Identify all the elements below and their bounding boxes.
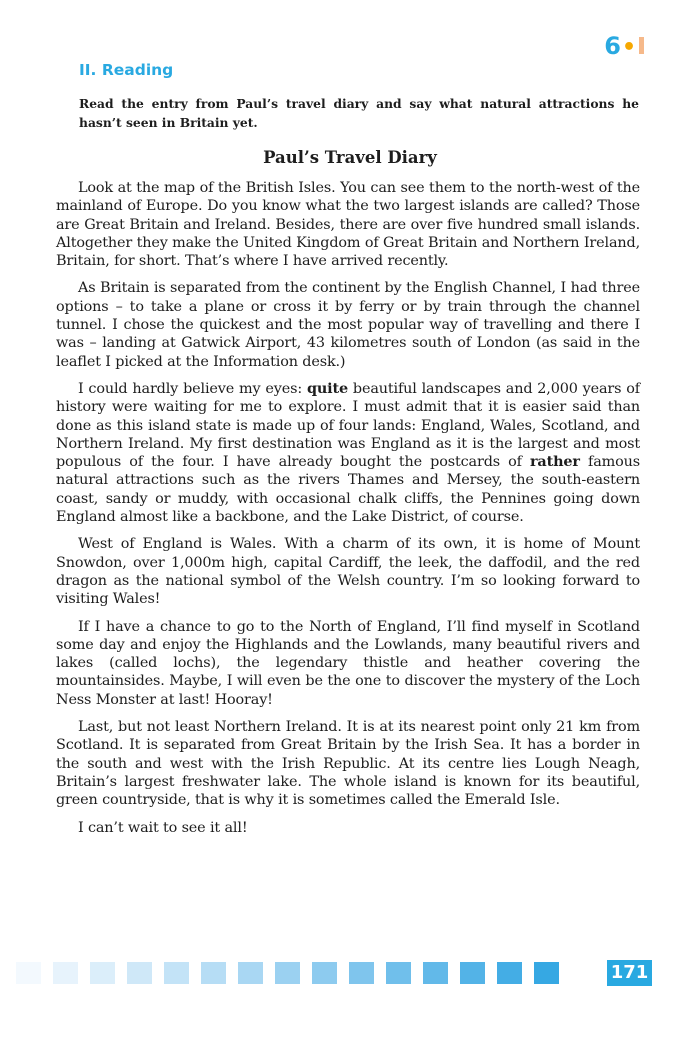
paragraph-4: West of England is Wales. With a charm of its own, it is home of Mount Snowdon, over 1,000m high, capital Cardiff, the leek, the daffodil, and the red dragon as the national symbol of the Welsh country. I’m so looking forward to visiting Wales! xyxy=(56,536,640,608)
unit-bar-decoration xyxy=(639,37,644,54)
section-heading: II. Reading xyxy=(79,61,174,79)
paragraph-3-part-c: famous natural attractions such as the rivers Thames and Mersey, the south-eastern coast, sandy or muddy, with occasional chalk cliffs, the Pennines going down England almost like a backbone, and the Lake District, of course. xyxy=(56,454,640,526)
unit-dot: • xyxy=(621,35,636,60)
paragraph-2: As Britain is separated from the continent by the English Channel, I had three options – to take a plane or cross it by ferry or by train through the channel tunnel. I chose the quickest and the most popular way of travelling and there I was – landing at Gatwick Airport, 43 kilometres south of London (as said in the leaflet I picked at the Information desk.) xyxy=(56,280,640,370)
footer-decorative-strip xyxy=(16,962,606,984)
paragraph-3-part-b: beautiful landscapes and 2,000 years of history were waiting for me to explore. I must admit that it is easier said than done as this island state is made up of four lands: England, Wales, Scotland, and Northern Ireland. My first destination was England as it is the largest and most populous of the four. I have already bought the postcards of xyxy=(56,380,640,471)
paragraph-6: Last, but not least Northern Ireland. It is at its nearest point only 21 km from Scotland. It is separated from Great Britain by the Irish Sea. It has a border in the south and west with the Irish Republic. At its centre lies Lough Neagh, Britain’s largest freshwater lake. The whole island is known for its beautiful, green countryside, that is why it is sometimes called the Emerald Isle. xyxy=(56,719,640,809)
paragraph-3-part-a: I could hardly believe my eyes: xyxy=(78,380,307,397)
paragraph-5: If I have a chance to go to the North of England, I’ll find myself in Scotland some day and enjoy the Highlands and the Lowlands, many beautiful rivers and lakes (called lochs), the legendary thistle and heather covering the mountainsides. Maybe, I will even be the one to discover the mystery of the Loch Ness Monster at last! Hooray! xyxy=(56,618,640,708)
unit-number: 6 xyxy=(604,32,621,60)
page-number: 171 xyxy=(607,960,652,986)
paragraph-7: I can’t wait to see it all! xyxy=(78,819,248,836)
article-body xyxy=(56,179,640,846)
paragraph-1: Look at the map of the British Isles. You can see them to the north-west of the mainland of Europe. Do you know what the two largest islands are called? Those are Great Britain and Ireland. Besides, there are over five hundred small islands. Altogether they make the United Kingdom of Great Britain and Northern Ireland, Britain, for short. That’s where I have arrived recently. xyxy=(56,180,640,270)
task-instruction: Read the entry from Paul’s travel diary and say what natural attractions he hasn’t seen in Britain yet. xyxy=(79,96,639,130)
paragraph-3 xyxy=(56,380,640,526)
emphasis-rather: rather xyxy=(530,453,580,471)
emphasis-quite: quite xyxy=(306,379,348,397)
article-title: Paul’s Travel Diary xyxy=(263,148,437,167)
unit-badge xyxy=(604,34,644,60)
